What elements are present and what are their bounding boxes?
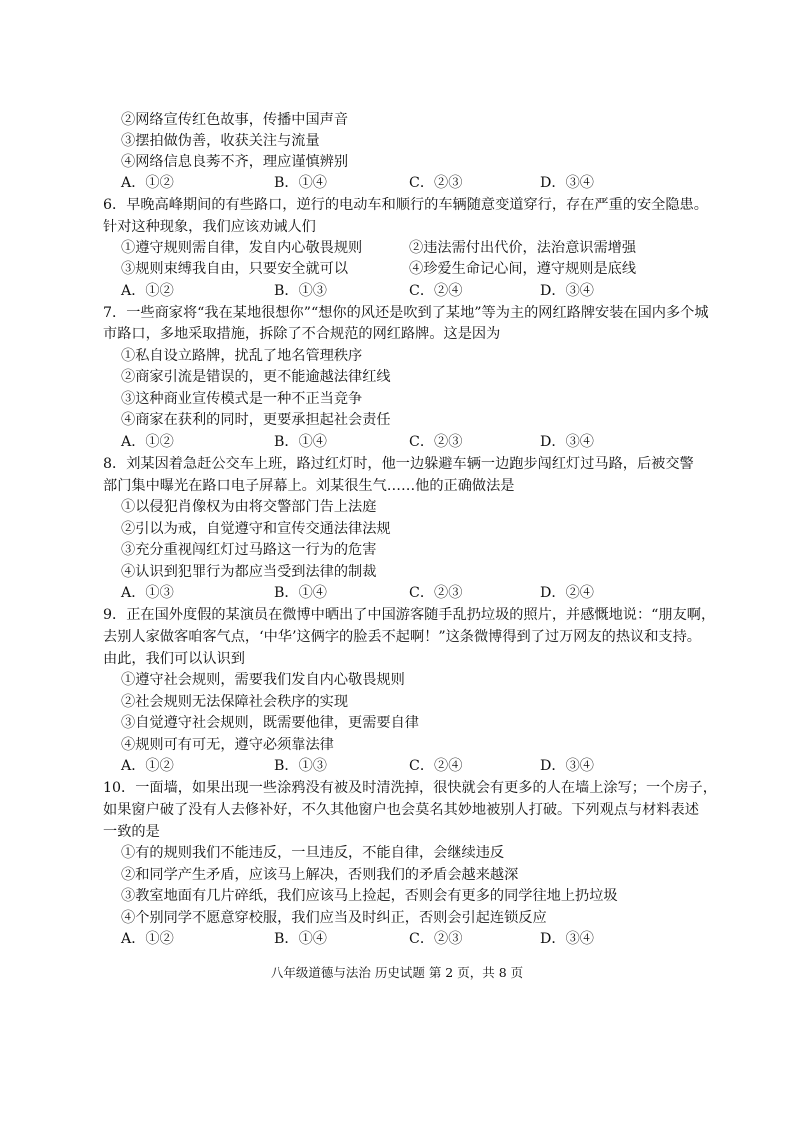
q6-option-b: B．①③ (274, 283, 327, 299)
q5-option-c: C．②③ (409, 175, 463, 191)
q5-item-2: ②网络宣传红色故事，传播中国声音 (121, 112, 349, 128)
q5-option-b: B．①④ (274, 175, 327, 191)
q6-option-a: A．①② (121, 283, 174, 299)
q10-stem-line-1: 10．一面墙，如果出现一些涂鸦没有被及时清洗掉，很快就会有更多的人在墙上涂写；一个房子， (103, 780, 717, 796)
q6-stem-line-2: 针对这种现象，我们应该劝诫人们 (103, 219, 316, 235)
q10-item-3: ③教室地面有几片碎纸，我们应该马上捡起，否则会有更多的同学往地上扔垃圾 (121, 888, 618, 904)
q9-stem-line-2: 去别人家做客咱客气点，‘中华’这俩字的脸丢不起啊！”这条微博得到了过万网友的热议和支持。 (103, 629, 701, 645)
q10-option-a: A．①② (121, 931, 174, 947)
q6-option-d: D．③④ (540, 283, 594, 299)
q8-stem-line-1: 8．刘某因着急赶公交车上班，路过红灯时，他一边躲避车辆一边跑步闯红灯过马路，后被交警 (103, 456, 694, 472)
q10-option-d: D．③④ (540, 931, 594, 947)
q8-item-4: ④认识到犯罪行为都应当受到法律的制裁 (121, 564, 377, 580)
page-footer: 八年级道德与法治 历史试题 第 2 页，共 8 页 (270, 965, 524, 980)
q7-option-c: C．②③ (409, 434, 463, 450)
q7-item-4: ④商家在获利的同时，更要承担起社会责任 (121, 412, 391, 428)
q8-item-3: ③充分重视闯红灯过马路这一行为的危害 (121, 542, 377, 558)
q10-item-2: ②和同学产生矛盾，应该马上解决，否则我们的矛盾会越来越深 (121, 867, 519, 883)
q7-item-1: ①私自设立路牌，扰乱了地名管理秩序 (121, 348, 363, 364)
q8-option-c: C．②③ (409, 585, 463, 601)
q8-item-2: ②引以为戒，自觉遵守和宣传交通法律法规 (121, 521, 391, 537)
q7-option-a: A．①② (121, 434, 174, 450)
q5-option-a: A．①② (121, 175, 174, 191)
q8-option-b: B．①④ (274, 585, 327, 601)
q9-option-c: C．②④ (409, 758, 463, 774)
q9-stem-line-3: 由此，我们可以认识到 (103, 651, 245, 667)
q8-option-d: D．②④ (540, 585, 594, 601)
q7-option-d: D．③④ (540, 434, 594, 450)
q10-item-1: ①有的规则我们不能违反，一旦违反，不能自律，会继续违反 (121, 845, 505, 861)
q5-option-d: D．③④ (540, 175, 594, 191)
q10-item-4: ④个别同学不愿意穿校服，我们应当及时纠正，否则会引起连锁反应 (121, 910, 547, 926)
q9-option-d: D．③④ (540, 758, 594, 774)
q9-stem-line-1: 9．正在国外度假的某演员在微博中晒出了中国游客随手乱扔垃圾的照片，并感慨地说：“朋友啊， (103, 607, 716, 623)
q7-item-2: ②商家引流是错误的，更不能逾越法律红线 (121, 369, 391, 385)
q10-stem-line-2: 如果窗户破了没有人去修补好，不久其他窗户也会莫名其妙地被别人打破。下列观点与材料表述 (103, 802, 699, 818)
q6-stem-line-1: 6．早晚高峰期间的有些路口，逆行的电动车和顺行的车辆随意变道穿行，存在严重的安全隐患。 (103, 197, 708, 213)
q8-item-1: ①以侵犯肖像权为由将交警部门告上法庭 (121, 499, 377, 515)
q5-item-3: ③摆拍做伪善，收获关注与流量 (121, 133, 320, 149)
q6-item-2: ②违法需付出代价，法治意识需增强 (409, 240, 637, 256)
q9-item-2: ②社会规则无法保障社会秩序的实现 (121, 694, 349, 710)
q8-option-a: A．①③ (121, 585, 174, 601)
q7-stem-line-2: 市路口，多地采取措施，拆除了不合规范的网红路牌。这是因为 (103, 326, 501, 342)
q10-stem-line-3: 一致的是 (103, 824, 160, 840)
q9-option-a: A．①② (121, 758, 174, 774)
q9-item-1: ①遵守社会规则，需要我们发自内心敬畏规则 (121, 672, 405, 688)
q7-stem-line-1: 7．一些商家将“我在某地很想你”“想你的风还是吹到了某地”等为主的网红路牌安装在国内多个城 (103, 305, 709, 321)
q8-stem-line-2: 部门集中曝光在路口电子屏幕上。刘某很生气……他的正确做法是 (103, 478, 515, 494)
q5-item-4: ④网络信息良莠不齐，理应谨慎辨别 (121, 154, 349, 170)
q10-option-b: B．①④ (274, 931, 327, 947)
q9-item-4: ④规则可有可无，遵守必须靠法律 (121, 737, 334, 753)
q9-item-3: ③自觉遵守社会规则，既需要他律，更需要自律 (121, 715, 419, 731)
q10-option-c: C．②③ (409, 931, 463, 947)
q7-item-3: ③这种商业宣传模式是一种不正当竞争 (121, 391, 363, 407)
q7-option-b: B．①④ (274, 434, 327, 450)
q9-option-b: B．①③ (274, 758, 327, 774)
q6-option-c: C．②④ (409, 283, 463, 299)
q6-item-3: ③规则束缚我自由，只要安全就可以 (121, 261, 349, 277)
q6-item-1: ①遵守规则需自律，发自内心敬畏规则 (121, 240, 363, 256)
q6-item-4: ④珍爱生命记心间，遵守规则是底线 (409, 261, 637, 277)
